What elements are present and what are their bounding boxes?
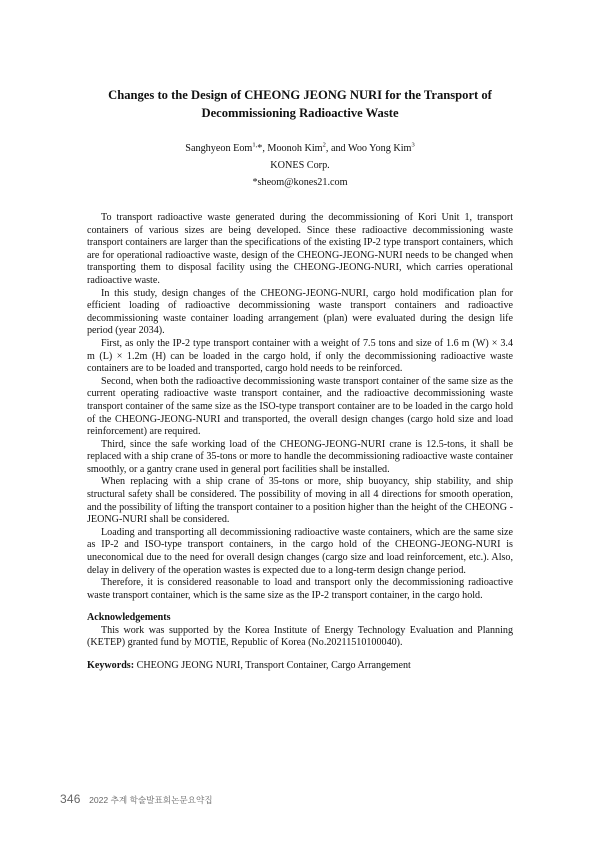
title-line-1: Changes to the Design of CHEONG JEONG NURI for the Transport of xyxy=(108,88,492,102)
paragraph-8: Therefore, it is considered reasonable to load and transport only the decommissioning radioactive waste transport container, which is the same size as the IP-2 transport container, in the cargo hold. xyxy=(87,577,513,601)
author-3-affiliation-mark: 3 xyxy=(411,141,415,149)
author-2-affiliation-mark: 2 xyxy=(322,141,326,149)
paragraph-7: Loading and transporting all decommissioning radioactive waste containers, which are the same size as IP-2 and ISO-type transport containers, in the cargo hold of the CHEONG-JEONG-NURI is uneconomical due to the need for overall design changes (cargo size and load reinforcement, etc.). Also, delay in delivery of the operation wastes is expected due to a long-term design change period. xyxy=(87,526,513,576)
paragraph-3: First, as only the IP-2 type transport container with a weight of 7.5 tons and size of 1.6 m (W) × 3.4 m (L) × 1.2m (H) can be loaded in the cargo hold, if only the decommissioning radioactive waste containers are to be loaded and transported, cargo hold needs to be reinforced. xyxy=(87,337,513,375)
author-1-name: Sanghyeon Eom xyxy=(185,143,253,154)
publication-name: 2022 추계 학술발표회논문요약집 xyxy=(89,795,213,805)
contact-email: *sheom@kones21.com xyxy=(252,177,348,188)
author-list: Sanghyeon Eom$^{1,}$*, Moonoh Kim$^2$, and Woo Yong Kim$^3$ xyxy=(185,141,415,154)
paragraph-5: Third, since the safe working load of the CHEONG-JEONG-NURI crane is 12.5-tons, it shall be replaced with a ship crane of 35-tons or more to handle the decommissioning radioactive waste container smoothly, or a gantry crane used in general port facilities shall be installed. xyxy=(87,438,513,475)
acknowledgements-text: This work was supported by the Korea Institute of Energy Technology Evaluation and Planning (KETEP) granted fund by MOTIE, Republic of Korea (No.20211510100040). xyxy=(87,624,513,649)
keywords-line xyxy=(87,660,513,673)
acknowledgements-heading: Acknowledgements xyxy=(87,612,171,623)
author-3-name: Woo Yong Kim xyxy=(348,143,412,154)
paper-title xyxy=(60,86,540,122)
affiliation: KONES Corp. xyxy=(270,160,330,171)
paragraph-4: Second, when both the radioactive decommissioning waste transport container of the same size as the current operating radioactive waste transport container, and the radioactive decommissioning waste transport container of the same size as the ISO-type transport container are to be loaded in the cargo hold of the CHEONG-JEONG-NURI and transported, the overall design changes (cargo hold size and load reinforcement) are required. xyxy=(87,375,513,438)
keywords-label: Keywords: xyxy=(87,660,135,671)
paragraph-6: When replacing with a ship crane of 35-tons or more, ship buoyancy, ship stability, and ship structural safety shall be considered. The possibility of moving in all 4 directions for smooth operation, and the possibility of lifting the transport container to a position higher than the height of the CHEONG -JEONG-NURI shall be considered. xyxy=(87,476,513,526)
corresponding-author-mark: * xyxy=(257,143,263,154)
page-number: 346 xyxy=(60,792,81,806)
author-1-affiliation-mark: 1, xyxy=(252,141,258,149)
abstract-body xyxy=(87,212,513,602)
paragraph-2: In this study, design changes of the CHEONG-JEONG-NURI, cargo hold modification plan for efficient loading of radioactive decommissioning waste transport containers and radioactive decommissioning waste container loading arrangement (plan) were evaluated during the design life period (year 2034). xyxy=(87,287,513,337)
page-footer xyxy=(60,790,213,808)
keywords-text: CHEONG JEONG NURI, Transport Container, Cargo Arrangement xyxy=(136,660,411,671)
author-2-name: Moonoh Kim xyxy=(267,143,323,154)
title-line-2: Decommissioning Radioactive Waste xyxy=(201,106,399,120)
paragraph-1: To transport radioactive waste generated during the decommissioning of Kori Unit 1, transport containers of various sizes are being developed. Since these radioactive decommissioning waste transport containers are larger than the specifications of the existing IP-2 type transport containers, which are for operational radioactive waste, design of the CHEONG-JEONG-NURI needs to be changed when transporting them to disposal facility using the CHEONG-JEONG-NURI, which carries operational radioactive waste. xyxy=(87,212,513,286)
